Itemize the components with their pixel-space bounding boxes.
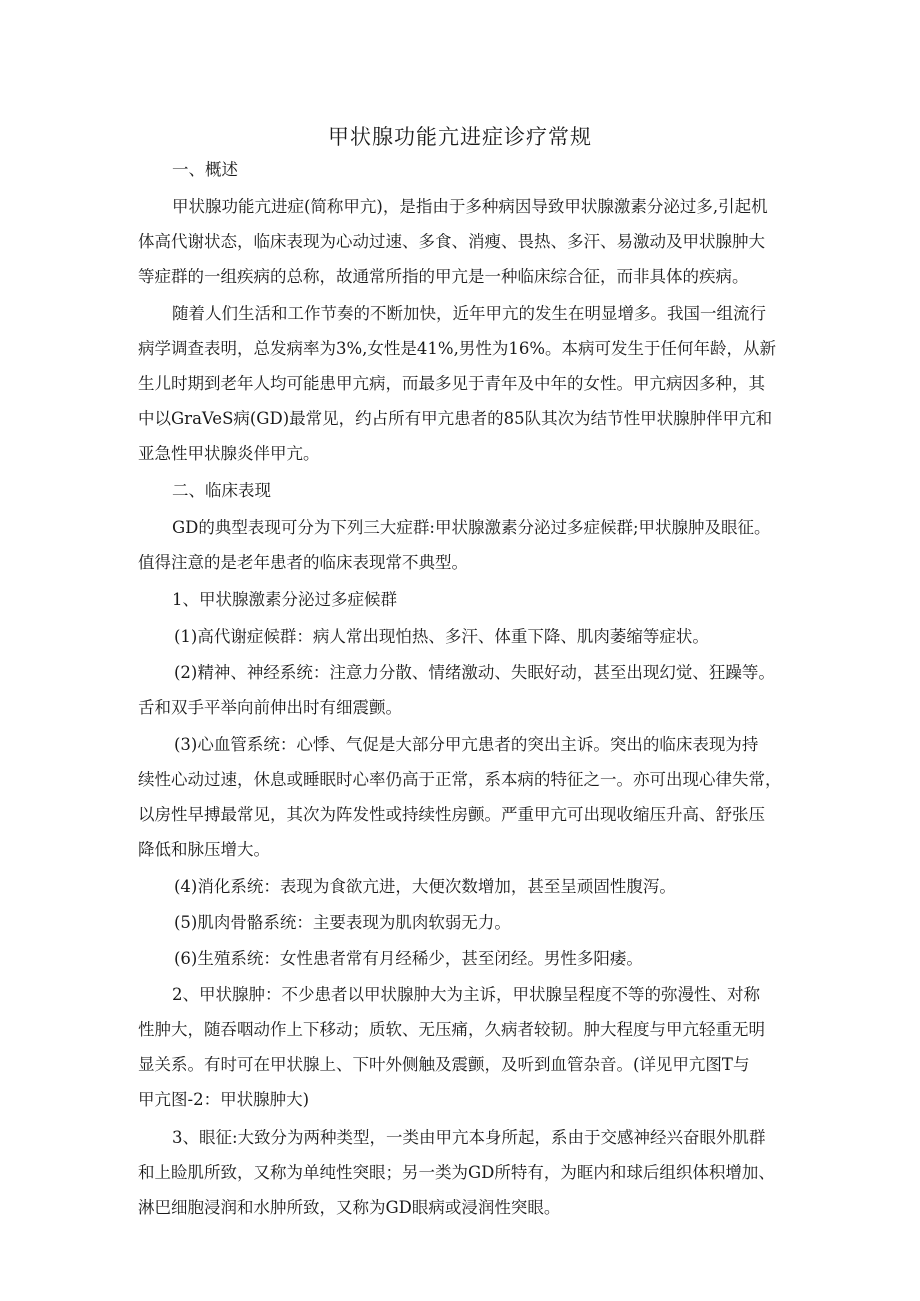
paragraph-line: 等症群的一组疾病的总称，故通常所指的甲亢是一种临床综合征，而非具体的疾病。 — [138, 267, 749, 286]
paragraph-line: 降低和脉压增大。 — [138, 840, 270, 859]
document-title: 甲状腺功能亢进症诊疗常规 — [328, 125, 592, 149]
paragraph-line: 体高代谢状态，临床表现为心动过速、多食、消瘦、畏热、多汗、易激动及甲状腺肿大 — [138, 232, 765, 251]
paragraph-line: 甲亢图-2：甲状腺肿大) — [138, 1090, 310, 1109]
paragraph-line: (6)生殖系统：女性患者常有月经稀少，甚至闭经。男性多阳痿。 — [174, 949, 643, 968]
paragraph-line: 性肿大，随吞咽动作上下移动；质软、无压痛，久病者较韧。肿大程度与甲亢轻重无明 — [138, 1020, 765, 1039]
paragraph-line: 甲状腺功能亢进症(简称甲亢)，是指由于多种病因导致甲状腺激素分泌过多,引起机 — [172, 197, 768, 216]
paragraph-line: 随着人们生活和工作节奏的不断加快，近年甲亢的发生在明显增多。我国一组流行 — [172, 304, 766, 323]
paragraph-line: 续性心动过速，休息或睡眠时心率仍高于正常，系本病的特征之一。亦可出现心律失常， — [138, 770, 782, 789]
paragraph-line: 和上睑肌所致，又称为单纯性突眼；另一类为GD所特有，为眶内和球后组织体积增加、 — [138, 1163, 775, 1182]
section-heading-clinical: 二、临床表现 — [172, 481, 271, 500]
paragraph-line: (4)消化系统：表现为食欲亢进，大便次数增加，甚至呈顽固性腹泻。 — [174, 877, 676, 896]
paragraph-line: 2、甲状腺肿：不少患者以甲状腺肿大为主诉，甲状腺呈程度不等的弥漫性、对称 — [172, 985, 760, 1004]
paragraph-line: 舌和双手平举向前伸出时有细震颤。 — [138, 698, 402, 717]
paragraph-line: (2)精神、神经系统：注意力分散、情绪激动、失眠好动，甚至出现幻觉、狂躁等。 — [174, 663, 775, 682]
paragraph-line: GD的典型表现可分为下列三大症群:甲状腺激素分泌过多症候群;甲状腺肿及眼征。 — [172, 518, 771, 537]
section-heading-overview: 一、概述 — [172, 160, 238, 179]
paragraph-line: (5)肌肉骨骼系统：主要表现为肌肉软弱无力。 — [174, 913, 511, 932]
subsection-heading: 1、甲状腺激素分泌过多症候群 — [172, 590, 397, 609]
paragraph-line: 淋巴细胞浸润和水肿所致，又称为GD眼病或浸润性突眼。 — [138, 1198, 561, 1217]
paragraph-line: 值得注意的是老年患者的临床表现常不典型。 — [138, 553, 468, 572]
paragraph-line: (3)心血管系统：心悸、气促是大部分甲亢患者的突出主诉。突出的临床表现为持 — [174, 735, 759, 754]
paragraph-line: 生儿时期到老年人均可能患甲亢病，而最多见于青年及中年的女性。甲亢病因多种，其 — [138, 374, 765, 393]
paragraph-line: 亚急性甲状腺炎伴甲亢。 — [138, 444, 320, 463]
paragraph-line: 以房性早搏最常见，其次为阵发性或持续性房颤。严重甲亢可出现收缩压升高、舒张压 — [138, 805, 765, 824]
paragraph-line: 显关系。有时可在甲状腺上、下叶外侧触及震颤，及听到血管杂音。(详见甲亢图T与 — [138, 1055, 750, 1074]
paragraph-line: 中以GraVeS病(GD)最常见，约占所有甲亢患者的85队其次为结节性甲状腺肿伴甲亢和 — [138, 409, 773, 428]
paragraph-line: 病学调查表明，总发病率为3%,女性是41%,男性为16%。本病可发生于任何年龄，从新 — [138, 339, 777, 358]
paragraph-line: (1)高代谢症候群：病人常出现怕热、多汗、体重下降、肌肉萎缩等症状。 — [174, 627, 709, 646]
paragraph-line: 3、眼征:大致分为两种类型，一类由甲亢本身所起，系由于交感神经兴奋眼外肌群 — [172, 1128, 766, 1147]
